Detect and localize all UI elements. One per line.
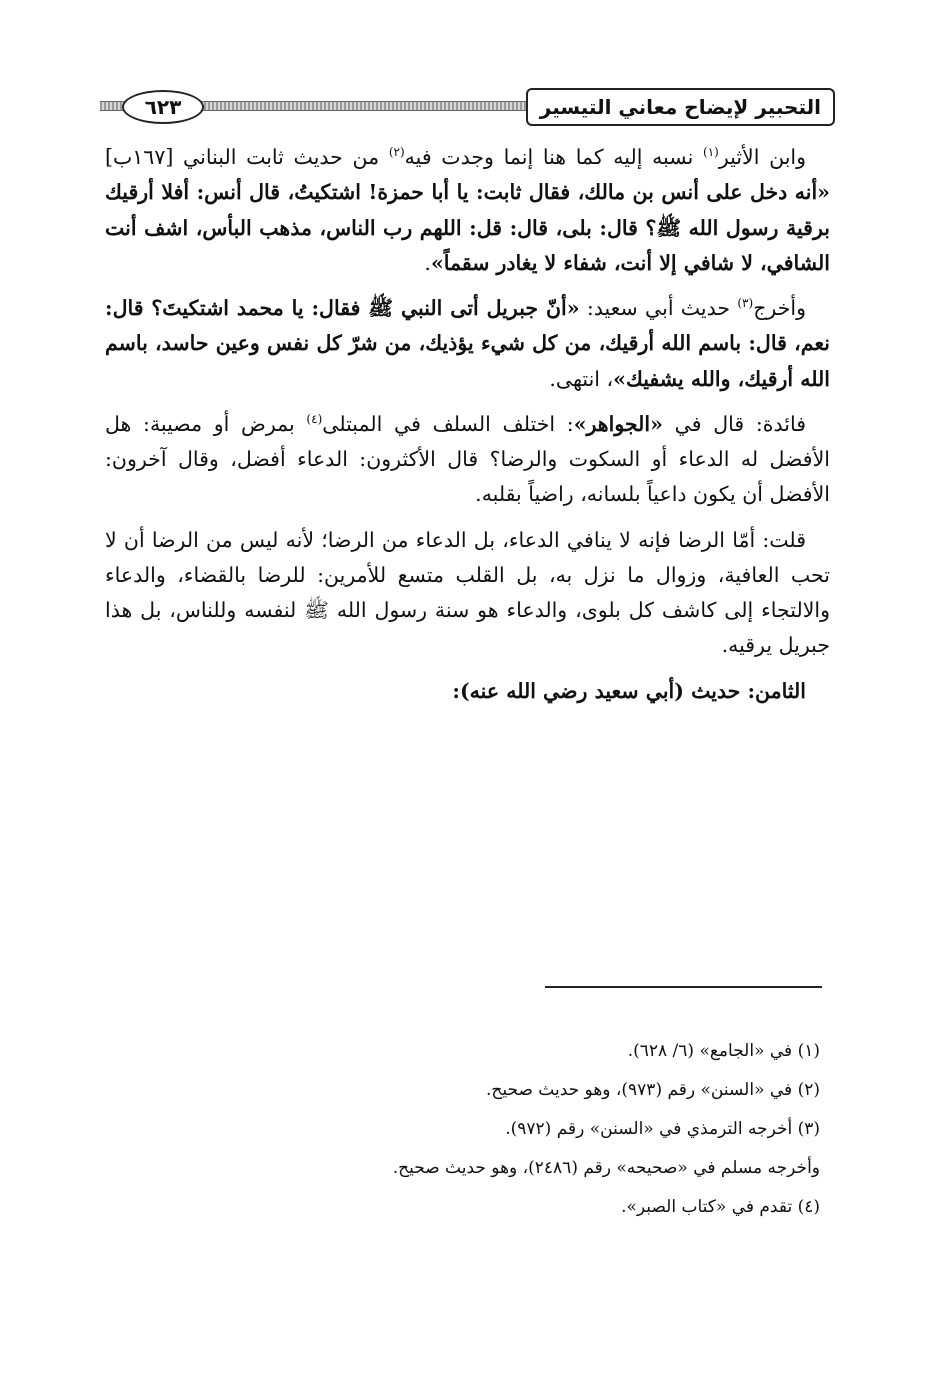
paragraph-2 [105, 291, 830, 397]
main-text [105, 140, 830, 719]
hadith-quote: «أنه دخل على أنس بن مالك، فقال ثابت: يا أبا حمزة! اشتكيتُ، قال أنس: أفلا أرقيك برقية رسول الله ﷺ؟ قال: بلى، قال: قل: اللهم رب الناس، مذهب البأس، اشف أنت الشافي، لا شافي إلا أنت، شفاء لا يغادر سقماً» [105, 180, 830, 275]
footnote-3-continued: وأخرجه مسلم في «صحيحه» رقم (٢٤٨٦)، وهو حديث صحيح. [392, 1158, 820, 1179]
text-run: ، انتهى. [549, 366, 614, 391]
footnote-marker-3: (٣) [737, 296, 754, 311]
text-run: نسبه إليه كما هنا إنما وجدت فيه [404, 145, 703, 169]
text-run: . [424, 250, 431, 275]
text-run: فائدة: قال في [662, 411, 806, 436]
footnote-1: (١) في «الجامع» (٦/ ٦٢٨). [627, 1041, 820, 1061]
page-number: ٦٢٣ [122, 90, 204, 124]
running-header [100, 86, 835, 126]
text-run: حديث أبي سعيد: [579, 296, 738, 320]
text-run: : اختلف السلف في المبتلى [322, 411, 574, 436]
text-run: وأخرج [753, 296, 806, 320]
footnote-3: (٣) أخرجه الترمذي في «السنن» رقم (٩٧٢). [505, 1119, 820, 1140]
section-heading [105, 674, 830, 709]
hadith-quote: «أنّ جبريل أتى النبي ﷺ فقال: يا محمد اشتكيتَ؟ قال: نعم، قال: باسم الله أرقيك، من كل شيء يؤذيك، من شرّ كل نفس وعين حاسد، باسم الله أرقيك، والله يشفيك» [105, 296, 830, 391]
section-heading-text: الثامن: حديث (أبي سعيد رضي الله عنه): [452, 678, 806, 703]
paragraph-3 [105, 407, 830, 513]
paragraph-4: قلت: أمّا الرضا فإنه لا ينافي الدعاء، بل الدعاء من الرضا؛ لأنه ليس من الرضا أن لا تحب العافية، وزوال ما نزل به، بل القلب متسع للأمرين: للرضا بالقضاء، والدعاء والالتجاء إلى كاشف كل بلوى، والدعاء هو سنة رسول الله ﷺ لنفسه وللناس، بل هذا جبريل يرقيه. [105, 527, 830, 658]
footnote-marker-2: (٢) [388, 145, 405, 160]
footnote-separator [545, 986, 822, 988]
text-run: من حديث ثابت البناني [١٦٧ب] [105, 145, 389, 169]
text-run: بمرض أو مصيبة: هل الأفضل له الدعاء أو السكوت والرضا؟ قال الأكثرون: الدعاء أفضل، وقال آخرون: الأفضل أن يكون داعياً بلسانه، راضياً بقلبه. [105, 411, 830, 507]
footnote-4: (٤) تقدم في «كتاب الصبر». [621, 1197, 820, 1218]
book-reference: «الجواهر» [573, 411, 663, 436]
footnote-marker-1: (١) [703, 145, 719, 160]
text-run: وابن الأثير [718, 145, 807, 169]
footnote-2: (٢) في «السنن» رقم (٩٧٣)، وهو حديث صحيح. [485, 1080, 820, 1101]
book-title: التحبير لإيضاح معاني التيسير [526, 88, 835, 126]
footnotes [105, 1040, 820, 1235]
footnote-marker-4: (٤) [306, 411, 323, 426]
paragraph-1 [105, 140, 830, 281]
